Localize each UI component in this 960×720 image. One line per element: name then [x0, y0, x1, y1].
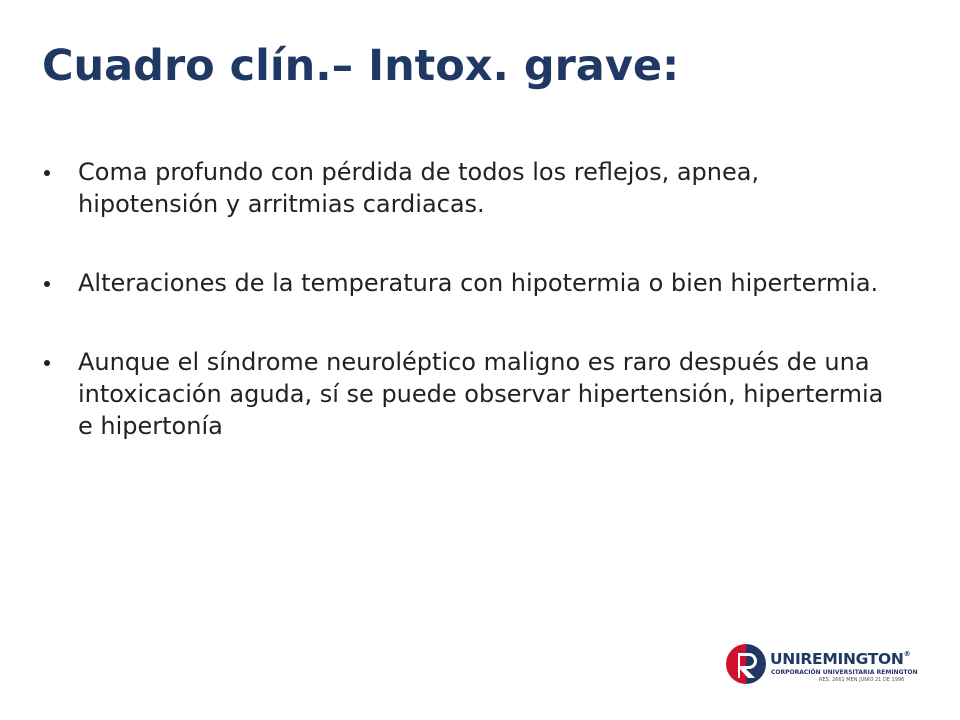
bullet-dot-icon	[44, 360, 50, 366]
bullet-text: Coma profundo con pérdida de todos los reflejos, apnea, hipotensión y arritmias cardiacas.	[78, 158, 760, 218]
bullet-text: Aunque el síndrome neuroléptico maligno es raro después de una intoxicación aguda, sí se puede observar hipertensión, hipertermia e hipertonía	[78, 348, 884, 440]
bullet-item	[44, 156, 904, 220]
bullet-list	[44, 156, 904, 489]
bullet-text: Alteraciones de la temperatura con hipotermia o bien hipertermia.	[78, 269, 879, 297]
slide-title: Cuadro clín.– Intox. grave:	[42, 41, 680, 91]
uniremington-logo	[724, 640, 924, 692]
bullet-dot-icon	[44, 281, 50, 287]
bullet-item	[44, 267, 904, 299]
bullet-item	[44, 346, 904, 442]
bullet-dot-icon	[44, 170, 50, 176]
logo-name-text: UNIREMINGTON	[770, 650, 904, 668]
uniremington-r-logo-icon	[724, 642, 768, 686]
logo-wordmark	[770, 650, 910, 668]
registered-mark: ®	[903, 650, 911, 658]
logo-subtitle: CORPORACIÓN UNIVERSITARIA REMINGTON	[771, 669, 918, 676]
logo-resolution: RES. 2661 MEN JUNIO 21 DE 1996	[819, 677, 905, 683]
